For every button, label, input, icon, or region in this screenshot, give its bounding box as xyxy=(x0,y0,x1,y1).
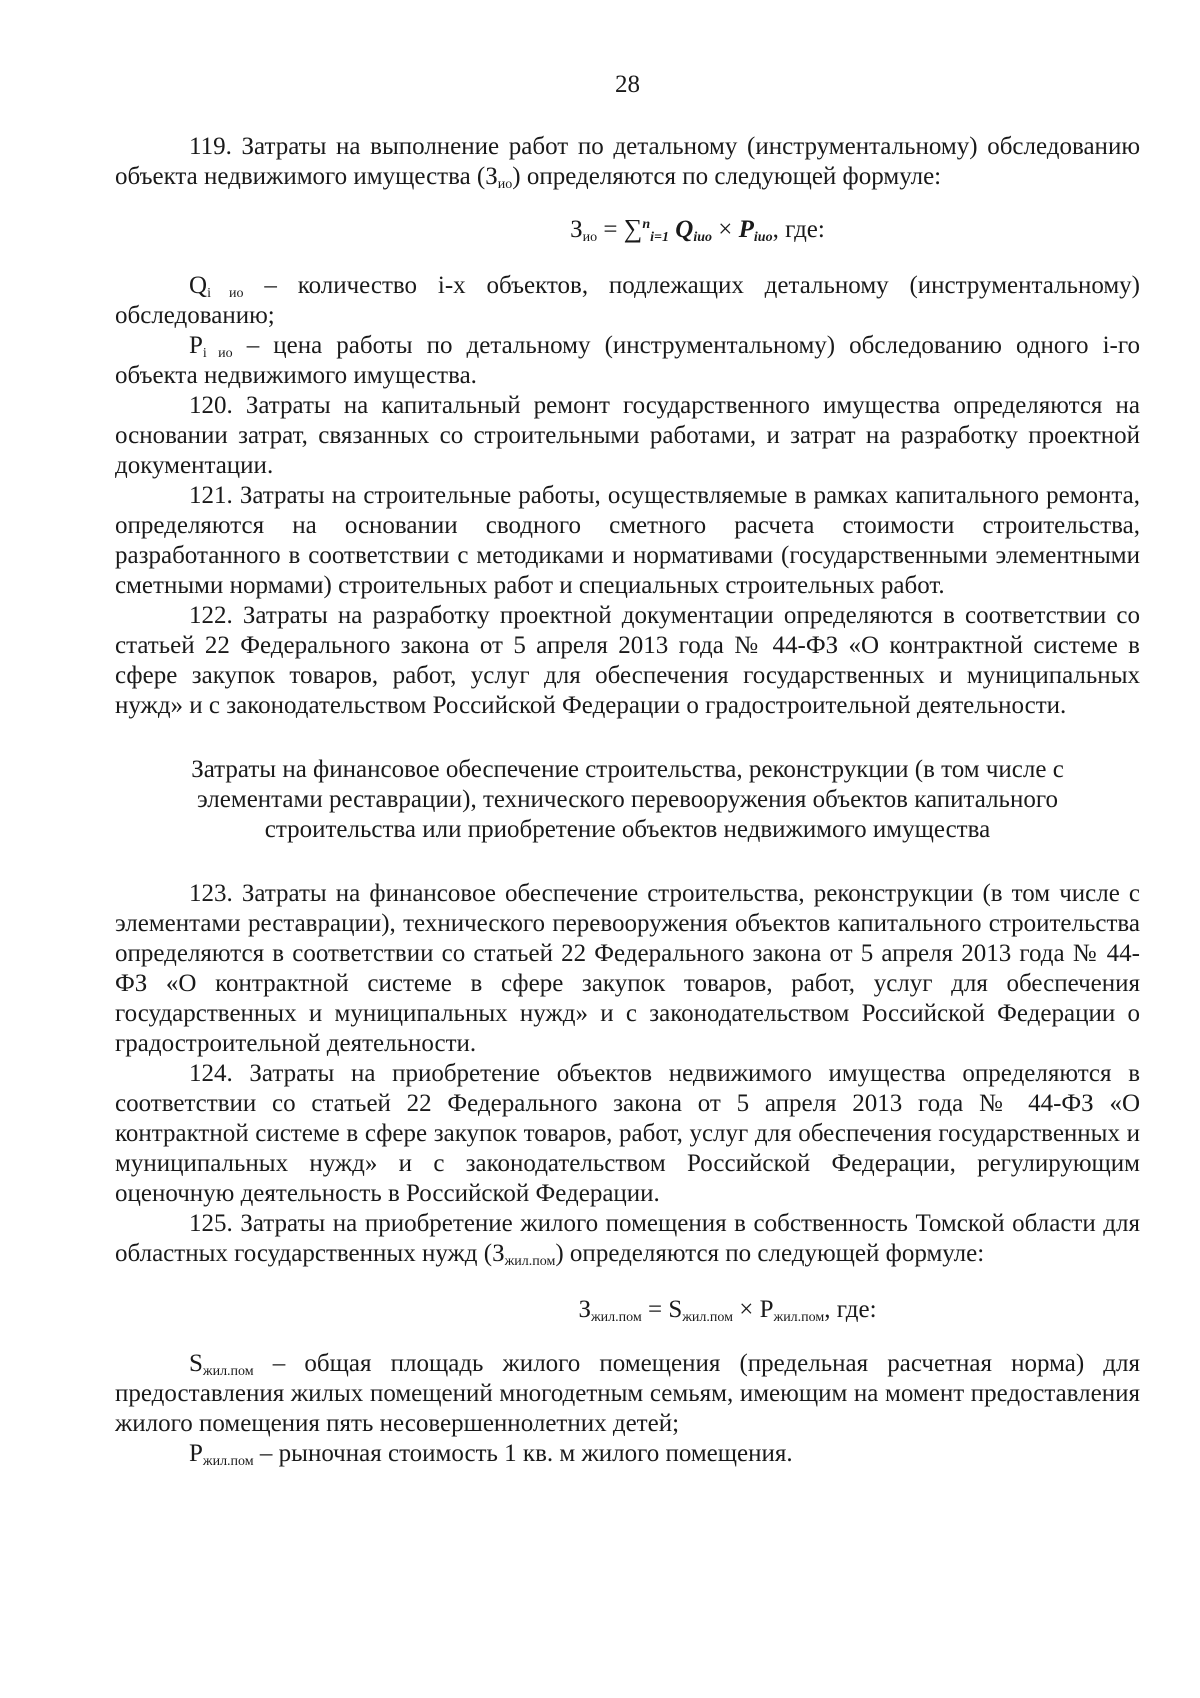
paragraph-122: 122. Затраты на разработку проектной документации определяются в соответствии со статьей 22 Федерального закона от 5 апреля 2013 года № 44-ФЗ «О контрактной системе в сфере закупок товаров, работ, услуг для обеспечения государственных и муниципальных нужд» и с законодательством Российской Федерации о градостроительной деятельности. xyxy=(115,602,1140,719)
paragraph-123: 123. Затраты на финансовое обеспечение строительства, реконструкции (в том числе с элементами реставрации), технического перевооружения объектов капитального строительства определяются в соответствии со статьей 22 Федерального закона от 5 апреля 2013 года № 44-ФЗ «О контрактной системе в сфере закупок товаров, работ, услуг для обеспечения государственных и муниципальных нужд» и с законодательством Российской Федерации о градостроительной деятельности. xyxy=(115,880,1140,1057)
paragraph-124: 124. Затраты на приобретение объектов недвижимого имущества определяются в соответствии со статьей 22 Федерального закона от 5 апреля 2013 года № 44-ФЗ «О контрактной системе в сфере закупок товаров, работ, услуг для обеспечения государственных и муниципальных нужд» и с законодательством Российской Федерации, регулирующим оценочную деятельность в Российской Федерации. xyxy=(115,1060,1140,1207)
paragraph-125: 125. Затраты на приобретение жилого помещения в собственность Томской области для областных государственных нужд $(З_{жил.пом})$ определяются по следующей формуле: xyxy=(115,1210,1140,1269)
section-heading: Затраты на финансовое обеспечение строительства, реконструкции (в том числе с элементами реставрации), технического перевооружения объектов капитального строительства или приобретение объектов недвижимого имущества xyxy=(191,756,1064,843)
formula-inspection-cost: $З_{ио} = \sum^n_{i=1}$ $Q_{iио} \times P_{iио}$, где: xyxy=(570,214,825,245)
definition-p-housing: $P_{жил.пом}$ – рыночная стоимость 1 кв. м жилого помещения. xyxy=(189,1440,793,1469)
paragraph-121: 121. Затраты на строительные работы, осуществляемые в рамках капитального ремонта, определяются на основании сводного сметного расчета стоимости строительства, разработанного в соответствии с методиками и нормативами (государственными элементными сметными нормами) строительных работ и специальных строительных работ. xyxy=(115,482,1140,599)
definition-q: $Q_{i ио}$ – количество i-х объектов, подлежащих детальному (инструментальному) обследованию; xyxy=(115,272,1140,329)
definition-s: $S_{жил.пом}$ – общая площадь жилого помещения (предельная расчетная норма) для предоставления жилых помещений многодетным семьям, имеющим на момент предоставления жилого помещения пять несовершеннолетних детей; xyxy=(115,1350,1140,1437)
paragraph-120: 120. Затраты на капитальный ремонт государственного имущества определяются на основании затрат, связанных со строительными работами, и затрат на разработку проектной документации. xyxy=(115,392,1140,479)
definition-p: $P_{i ио}$ – цена работы по детальному (инструментальному) обследованию одного i-го объекта недвижимого имущества. xyxy=(115,332,1140,389)
document-body xyxy=(115,132,1140,1469)
formula-housing-cost: $З_{жил.пом} = S_{жил.пом} \times P_{жил.пом}$, где: xyxy=(578,1296,877,1325)
paragraph-119: 119. Затраты на выполнение работ по детальному (инструментальному) обследованию объекта недвижимого имущества $(З_{ио})$ определяются по следующей формуле: xyxy=(115,133,1140,192)
page-number: 28 xyxy=(615,71,640,98)
